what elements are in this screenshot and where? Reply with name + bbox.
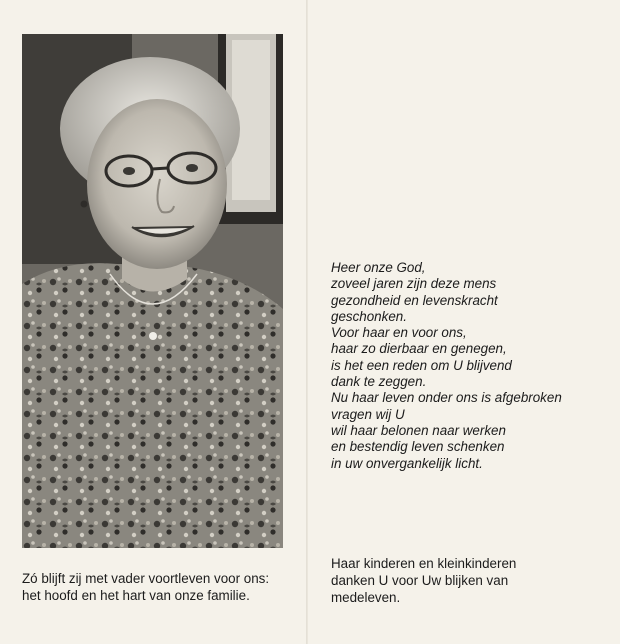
verse-line: is het een reden om U blijvend	[331, 357, 512, 373]
verse-line: en bestendig leven schenken	[331, 439, 505, 455]
verse-line: gezondheid en levenskracht	[331, 292, 498, 308]
verse-line: geschonken.	[331, 308, 407, 324]
prayer-verse	[331, 260, 601, 472]
portrait-photo	[22, 34, 283, 548]
portrait-illustration	[22, 34, 283, 548]
verse-line: vragen wij U	[331, 406, 405, 422]
verse-line: zoveel jaren zijn deze mens	[331, 276, 497, 292]
verse-line: dank te zeggen.	[331, 374, 427, 390]
verse-line: in uw onvergankelijk licht.	[331, 455, 483, 471]
verse-line: Nu haar leven onder ons is afgebroken	[331, 390, 562, 406]
family-caption	[22, 570, 292, 604]
verse-line: haar zo dierbaar en genegen,	[331, 341, 507, 357]
card-fold-line	[306, 0, 308, 644]
thanks-caption	[331, 555, 601, 606]
verse-line: wil haar belonen naar werken	[331, 422, 506, 438]
caption-line: Haar kinderen en kleinkinderen	[331, 556, 517, 571]
verse-line: Heer onze God,	[331, 260, 426, 275]
verse-line: Voor haar en voor ons,	[331, 325, 467, 341]
caption-line: het hoofd en het hart van onze familie.	[22, 588, 250, 603]
caption-line: medeleven.	[331, 590, 401, 605]
caption-line: Zó blijft zij met vader voortleven voor ons:	[22, 571, 270, 586]
caption-line: danken U voor Uw blijken van	[331, 573, 509, 588]
